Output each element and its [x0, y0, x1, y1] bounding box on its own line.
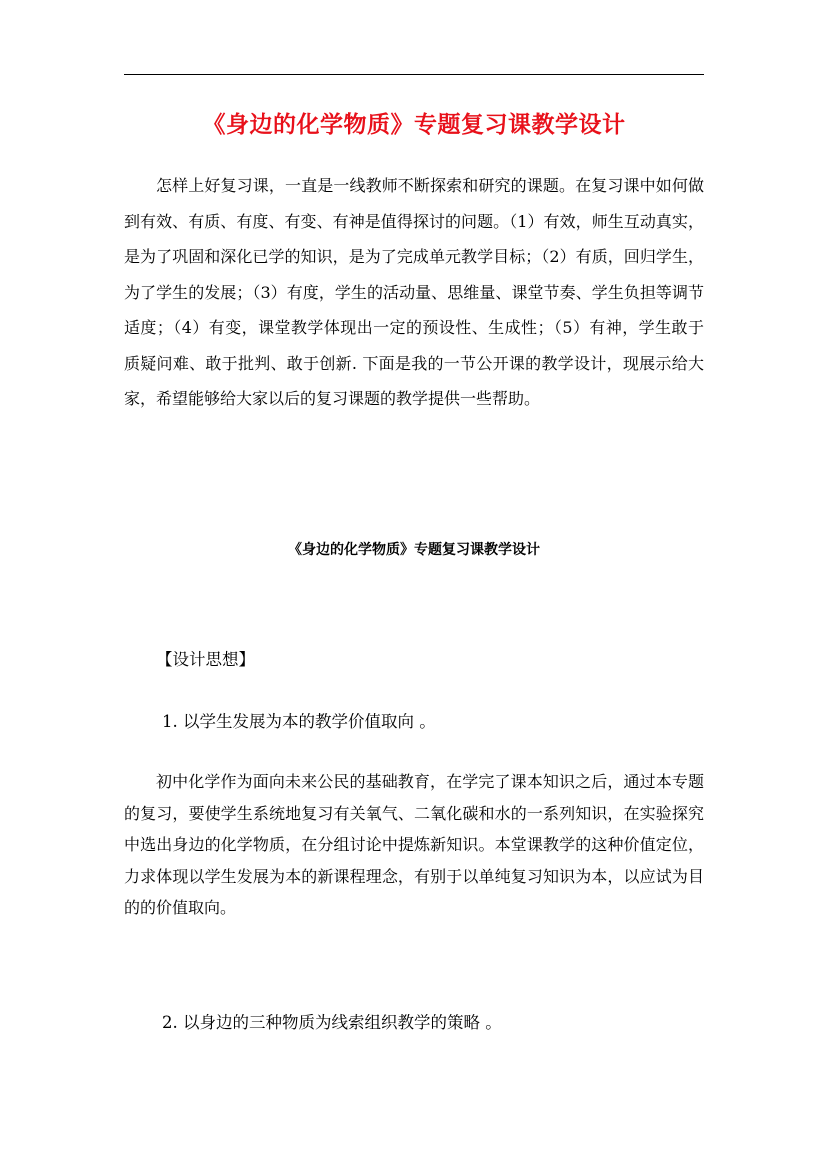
point-heading-1: 1. 以学生发展为本的教学价值取向 。	[162, 712, 436, 731]
point-heading-2: 2. 以身边的三种物质为线索组织教学的策略 。	[162, 1013, 502, 1032]
document-subtitle: 《身边的化学物质》专题复习课教学设计	[288, 542, 540, 558]
body-paragraph-1: 初中化学作为面向未来公民的基础教育，在学完了课本知识之后，通过本专题的复习，要使学生系统地复习有关氧气、二氧化碳和水的一系列知识，在实验探究中选出身边的化学物质，在分组讨论中提炼新知识。本堂课教学的这种价值定位，力求体现以学生发展为本的新课程理念，有别于以单纯复习知识为本，以应试为目的的价值取向。	[124, 772, 704, 917]
intro-paragraph: 怎样上好复习课，一直是一线教师不断探索和研究的课题。在复习课中如何做到有效、有质、有度、有变、有神是值得探讨的问题。（1）有效，师生互动真实，是为了巩固和深化已学的知识，是为了完成单元教学目标；（2）有质，回归学生，为了学生的发展；（3）有度，学生的活动量、思维量、课堂节奏、学生负担等调节适度；（4）有变，课堂教学体现出一定的预设性、生成性；（5）有神，学生敢于质疑问难、敢于批判、敢于创新. 下面是我的一节公开课的教学设计，现展示给大家，希望能够给大家以后的复习课题的教学提供一些帮助。	[124, 176, 704, 408]
document-title: 《身边的化学物质》专题复习课教学设计	[202, 111, 626, 138]
section-heading-design-idea: 【设计思想】	[156, 650, 255, 669]
header-rule	[124, 74, 704, 75]
